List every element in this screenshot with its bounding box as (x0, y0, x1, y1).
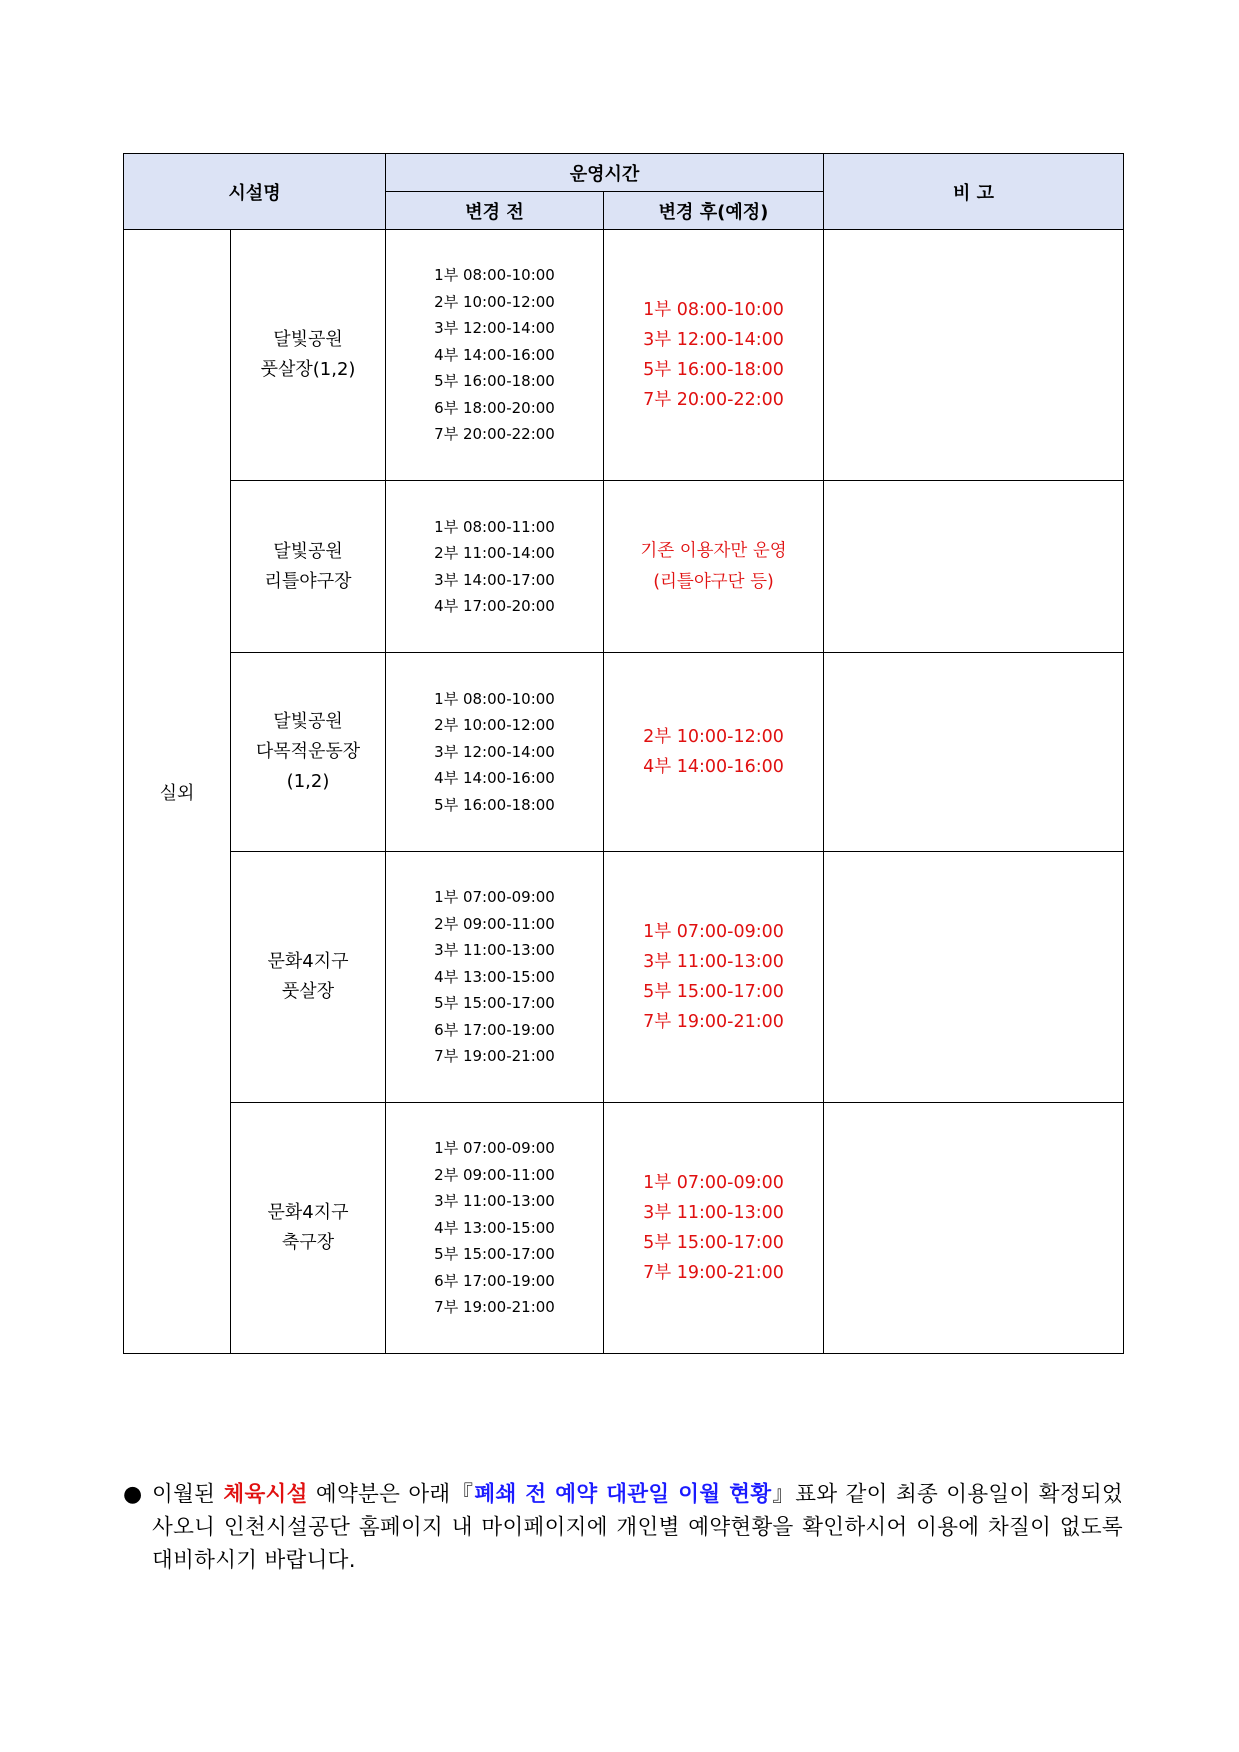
before-slot: 4부 13:00-15:00 (434, 1218, 555, 1237)
before-cell (386, 653, 604, 852)
table-row (124, 653, 1124, 852)
before-slot: 1부 08:00-10:00 (434, 689, 555, 708)
facility-name-line: (1,2) (286, 771, 330, 792)
bullet-icon: ● (123, 1482, 143, 1507)
before-slot: 2부 11:00-14:00 (434, 544, 555, 562)
after-slot: 1부 08:00-10:00 (643, 300, 784, 320)
facility-name (231, 230, 386, 481)
facility-name-line: 축구장 (281, 1232, 335, 1253)
after-slot: 5부 16:00-18:00 (643, 360, 784, 380)
before-cell (386, 1103, 604, 1354)
before-slot: 4부 14:00-16:00 (434, 769, 555, 788)
after-slot: 4부 14:00-16:00 (643, 757, 784, 777)
facility-name-line: 문화4지구 (267, 1202, 349, 1223)
before-slot: 3부 14:00-17:00 (434, 570, 555, 589)
after-slot: 기존 이용자만 운영 (640, 540, 787, 561)
before-slot: 6부 18:00-20:00 (434, 398, 555, 417)
facility-name-line: 달빛공원 (273, 540, 343, 562)
before-slot: 7부 19:00-21:00 (434, 1047, 555, 1066)
before-slot: 2부 10:00-12:00 (434, 716, 555, 735)
facility-name-line: 문화4지구 (267, 951, 349, 972)
notice-text-part: 』표와 같이 최종 이용일이 확정되었사오니 인천시설공단 홈페이지 내 마이페이지에 개인별 예약현황을 확인하시어 이용에 차질이 없도록 대비하시기 바랍니다. (152, 1482, 1123, 1573)
facility-name (231, 852, 386, 1103)
before-slot: 4부 17:00-20:00 (434, 597, 555, 615)
before-slot: 4부 13:00-15:00 (434, 967, 555, 986)
before-slot: 2부 09:00-11:00 (434, 1165, 555, 1184)
facility-name-line: 풋살장(1,2) (260, 359, 356, 380)
facility-name-line: 달빛공원 (273, 329, 343, 350)
before-slot: 3부 12:00-14:00 (434, 742, 555, 761)
after-cell (604, 653, 824, 852)
note-cell (824, 852, 1124, 1103)
facility-name (231, 1103, 386, 1354)
table-row (124, 481, 1124, 653)
header-row-1 (124, 154, 1124, 192)
after-slot: 7부 20:00-22:00 (643, 390, 784, 410)
after-slot: 7부 19:00-21:00 (643, 1012, 784, 1032)
after-slot: (리틀야구단 등) (653, 571, 774, 592)
facility-name-line: 풋살장 (281, 981, 335, 1002)
after-slot: 5부 15:00-17:00 (643, 982, 784, 1002)
before-slot: 1부 07:00-09:00 (434, 888, 555, 907)
after-slot: 2부 10:00-12:00 (643, 727, 784, 747)
notice-highlight-table-ref: 폐쇄 전 예약 대관일 이월 현황 (474, 1482, 772, 1507)
before-slot: 5부 16:00-18:00 (434, 372, 555, 391)
note-cell (824, 481, 1124, 653)
before-slot: 1부 08:00-10:00 (434, 266, 555, 285)
before-slot: 1부 08:00-11:00 (434, 517, 555, 536)
facility-name (231, 653, 386, 852)
notice-paragraph (123, 1478, 1123, 1577)
note-cell (824, 653, 1124, 852)
header-hours: 운영시간 (386, 154, 824, 192)
before-slot: 6부 17:00-19:00 (434, 1271, 555, 1290)
before-slot: 3부 11:00-13:00 (434, 1192, 555, 1211)
header-before: 변경 전 (386, 192, 604, 230)
after-slot: 1부 07:00-09:00 (643, 1173, 784, 1193)
schedule-table (123, 153, 1124, 1354)
after-cell (604, 1103, 824, 1354)
before-slot: 7부 19:00-21:00 (434, 1298, 555, 1317)
before-slot: 5부 15:00-17:00 (434, 1245, 555, 1264)
before-cell (386, 230, 604, 481)
notice-text-part: 예약분은 아래『 (307, 1482, 475, 1507)
facility-name-line: 다목적운동장 (255, 741, 361, 762)
note-cell (824, 1103, 1124, 1354)
before-slot: 1부 07:00-09:00 (434, 1139, 555, 1158)
before-slot: 4부 14:00-16:00 (434, 345, 555, 364)
table-row (124, 1103, 1124, 1354)
notice-highlight-facility: 체육시설 (223, 1482, 308, 1507)
before-slot: 7부 20:00-22:00 (434, 425, 555, 444)
before-slot: 5부 15:00-17:00 (434, 994, 555, 1013)
before-cell (386, 852, 604, 1103)
facility-name (231, 481, 386, 653)
before-slot: 6부 17:00-19:00 (434, 1020, 555, 1039)
facility-name-line: 리틀야구장 (264, 570, 352, 592)
after-cell (604, 852, 824, 1103)
note-cell (824, 230, 1124, 481)
table-row (124, 230, 1124, 481)
before-slot: 2부 09:00-11:00 (434, 914, 555, 933)
area-cell: 실외 (124, 230, 231, 1354)
after-cell (604, 481, 824, 653)
before-slot: 3부 11:00-13:00 (434, 941, 555, 960)
after-slot: 7부 19:00-21:00 (643, 1263, 784, 1283)
header-after: 변경 후(예정) (604, 192, 824, 230)
notice-text-part: 이월된 (152, 1482, 224, 1507)
header-note: 비 고 (824, 154, 1124, 230)
facility-name-line: 달빛공원 (273, 711, 343, 732)
after-slot: 3부 12:00-14:00 (643, 330, 784, 350)
before-slot: 2부 10:00-12:00 (434, 292, 555, 311)
before-slot: 5부 16:00-18:00 (434, 795, 555, 814)
after-slot: 5부 15:00-17:00 (643, 1233, 784, 1253)
notice-text (152, 1478, 1123, 1577)
after-cell (604, 230, 824, 481)
after-slot: 3부 11:00-13:00 (643, 1203, 784, 1223)
table-row (124, 852, 1124, 1103)
header-facility: 시설명 (124, 154, 386, 230)
after-slot: 3부 11:00-13:00 (643, 952, 784, 972)
before-cell (386, 481, 604, 653)
before-slot: 3부 12:00-14:00 (434, 319, 555, 338)
after-slot: 1부 07:00-09:00 (643, 922, 784, 942)
